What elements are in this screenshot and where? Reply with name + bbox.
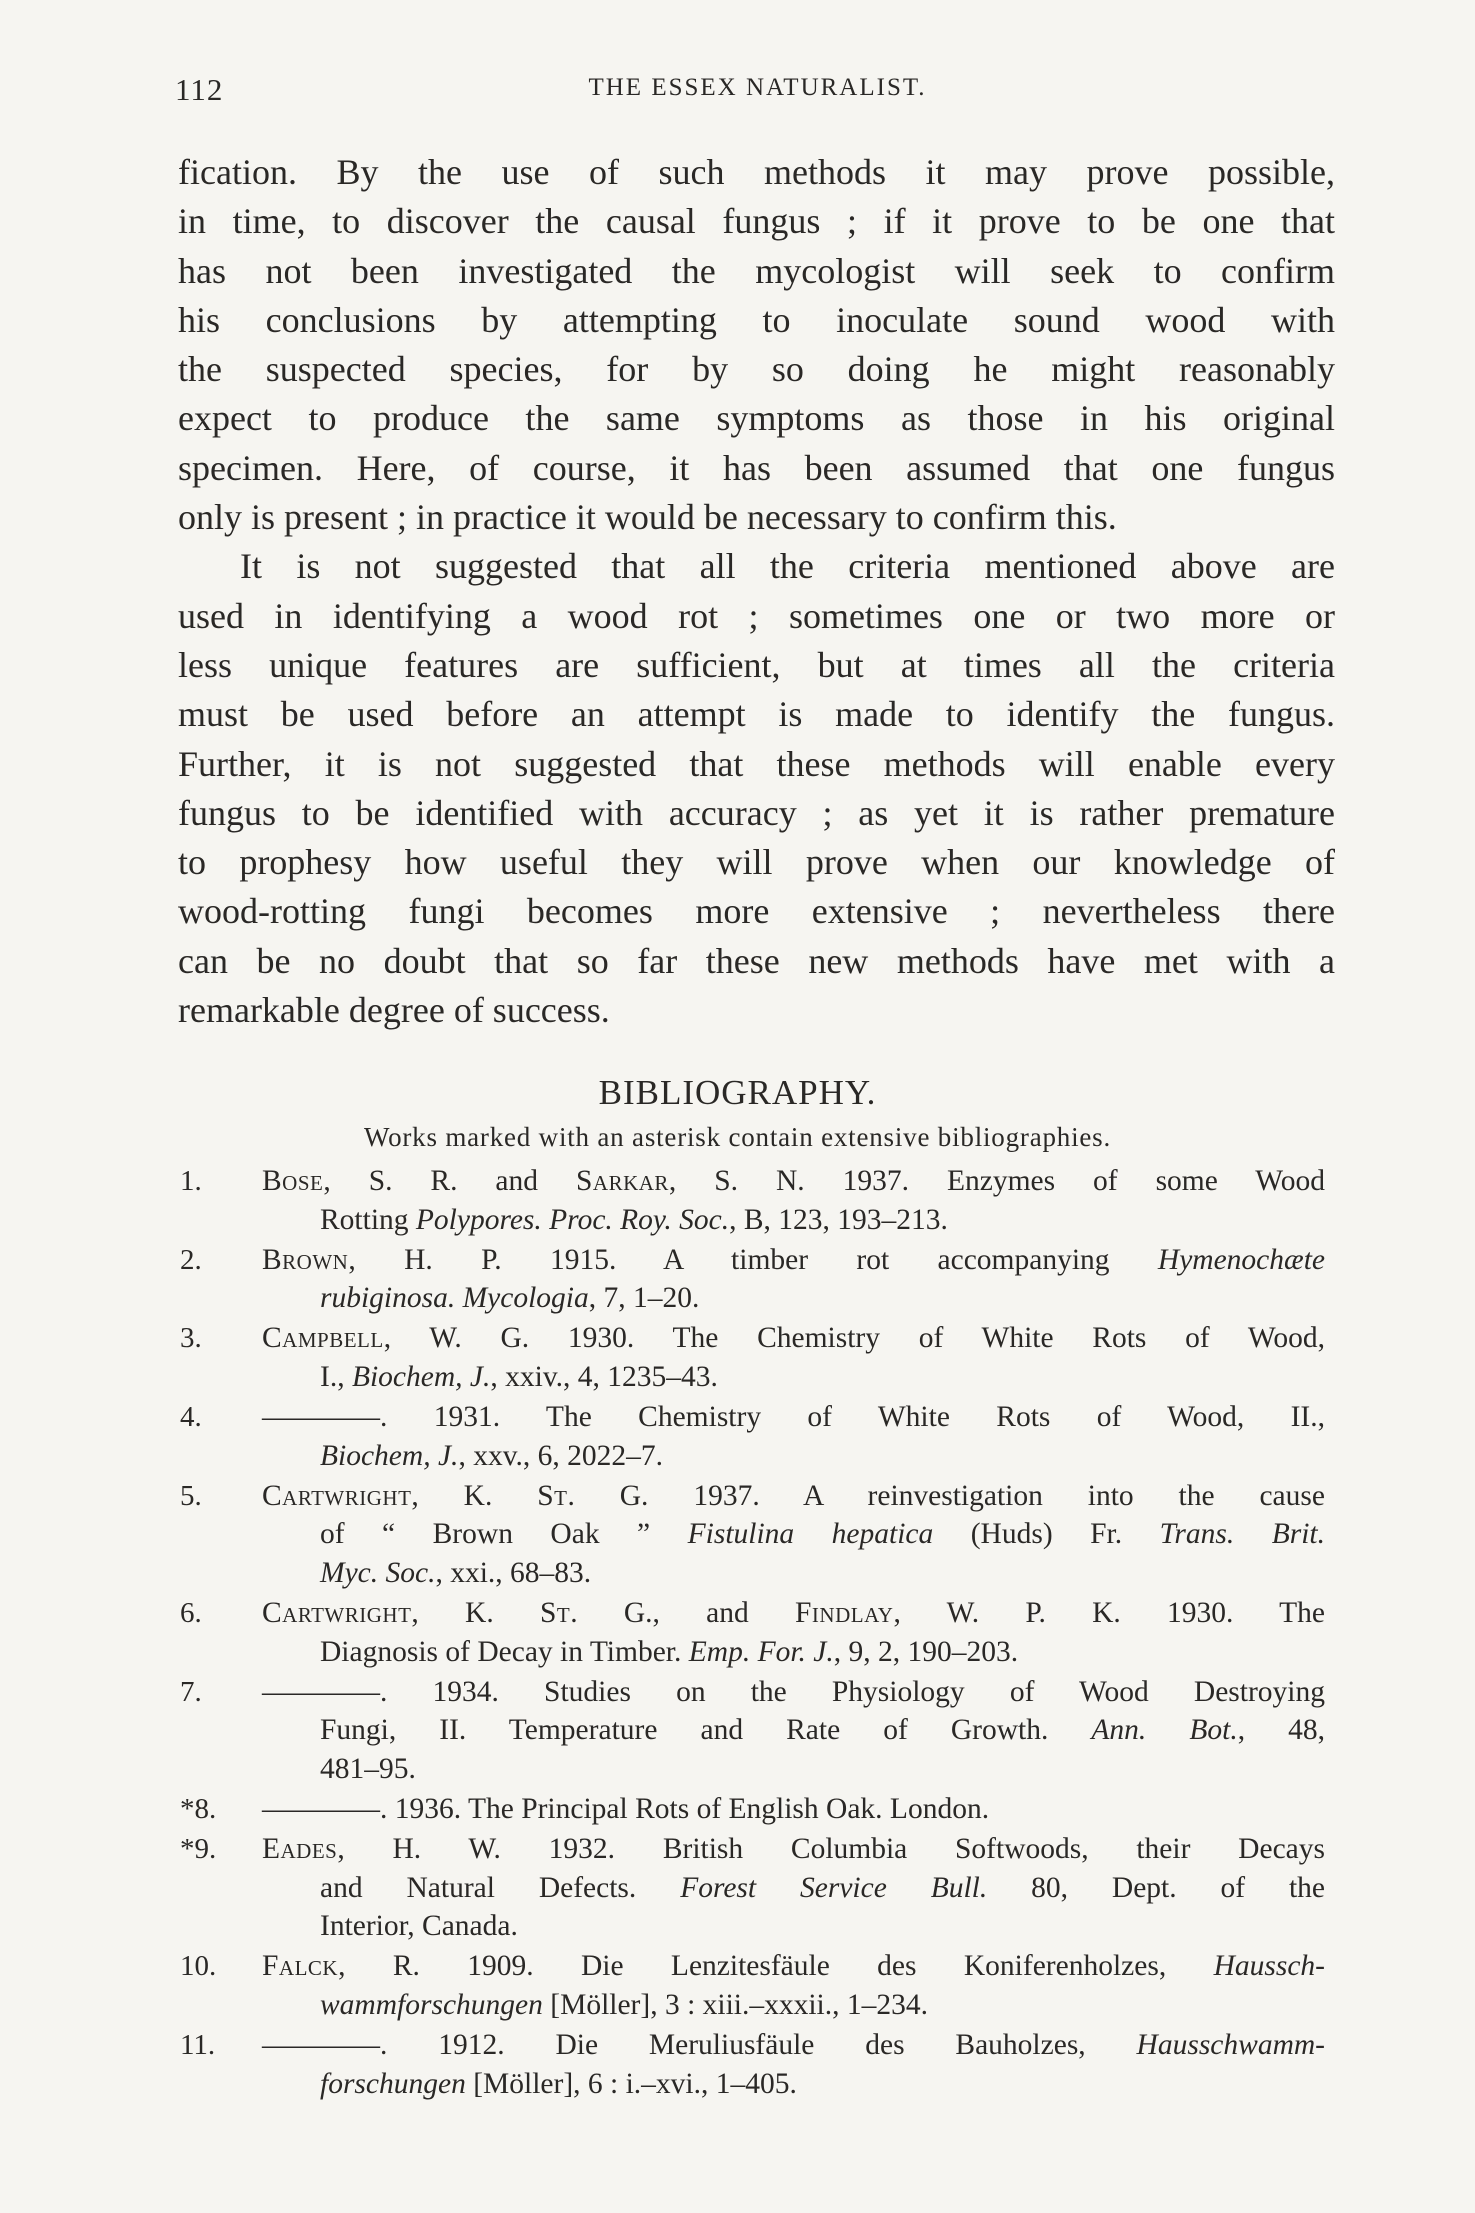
page-number: 112: [175, 72, 224, 107]
entry-line: [262, 1241, 1325, 1280]
entry-line: [262, 1673, 1325, 1712]
entry-text: 481–95.: [320, 1753, 416, 1786]
entry-text: Biochem, J.: [320, 1439, 459, 1472]
entry-line: [262, 1319, 1325, 1358]
body-line: in time, to discover the causal fungus ; if it prove to be one that: [178, 201, 1335, 242]
entry-line: [320, 1515, 1325, 1554]
entry-line: [320, 1633, 1325, 1672]
entry-text: , 7, 1–20.: [588, 1282, 700, 1315]
entry-number: 11.: [180, 2029, 216, 2062]
entry-line: [320, 1554, 1325, 1593]
entry-text: , xxiv., 4, 1235–43.: [490, 1361, 718, 1394]
body-line: only is present ; in practice it would be necessary to confirm this.: [178, 497, 1117, 538]
entry-text: Sarkar: [576, 1165, 669, 1197]
bibliography-entry: [0, 1673, 1325, 1790]
entry-text: ————. 1931. The Chemistry of White Rots of Wood, II.,: [262, 1401, 1325, 1434]
entry-line: [320, 1986, 1325, 2025]
entry-line: [262, 1947, 1325, 1986]
entry-text: Hausschwamm-: [1136, 2029, 1325, 2062]
entry-number: 6.: [180, 1597, 202, 1630]
body-line: specimen. Here, of course, it has been assumed that one fungus: [178, 447, 1335, 488]
entry-text: (Huds) Fr.: [933, 1518, 1160, 1551]
entry-text: Falck: [262, 1950, 339, 1983]
body-line: fungus to be identified with accuracy ; as yet it is rather premature: [178, 792, 1335, 833]
entry-line: [320, 1279, 1325, 1318]
entry-text: Trans. Brit.: [1159, 1518, 1325, 1551]
entry-text: ————. 1936. The Principal Rots of English Oak. London.: [262, 1793, 990, 1826]
entry-number: 3.: [180, 1322, 202, 1355]
bibliography-entry: [0, 1398, 1325, 1477]
entry-text: Brown: [262, 1243, 349, 1276]
entry-line: [320, 1201, 1325, 1240]
entry-text: Fungi, II. Temperature and Rate of Growth.: [320, 1714, 1092, 1747]
bibliography-note: Works marked with an asterisk contain extensive bibliographies.: [363, 1122, 1112, 1152]
body-line: less unique features are sufficient, but at times all the criteria: [178, 644, 1335, 685]
body-line: his conclusions by attempting to inoculate sound wood with: [178, 299, 1335, 340]
entry-number: 1.: [180, 1165, 202, 1197]
running-title: THE ESSEX NATURALIST.: [588, 74, 927, 101]
entry-text: Biochem, J.: [351, 1361, 491, 1394]
entry-text: Rotting: [320, 1203, 416, 1236]
entry-text: Eades: [262, 1833, 338, 1866]
entry-text: Diagnosis of Decay in Timber.: [320, 1635, 689, 1668]
body-line: must be used before an attempt is made to identify the fungus.: [178, 694, 1335, 735]
entry-text: , 9, 2, 190–203.: [833, 1635, 1019, 1668]
entry-line: [320, 1711, 1325, 1750]
entry-number: *9.: [180, 1833, 217, 1866]
entry-text: Myc. Soc.: [320, 1557, 436, 1590]
entry-text: Bose: [262, 1165, 324, 1197]
entry-text: 80, Dept. of the: [987, 1871, 1325, 1904]
body-line: remarkable degree of success.: [178, 990, 610, 1031]
entry-text: , W. P. K. 1930. The: [893, 1597, 1326, 1630]
body-line: the suspected species, for by so doing he might reasonably: [178, 349, 1335, 390]
entry-text: Fistulina hepatica: [687, 1518, 934, 1551]
entry-line: [320, 1437, 1325, 1476]
entry-text: ————. 1934. Studies on the Physiology of Wood Destroying: [262, 1675, 1325, 1708]
entry-text: , H. P. 1915. A timber rot accompanying: [348, 1243, 1158, 1276]
entry-text: ————. 1912. Die Meruliusfäule des Bauholzes,: [262, 2029, 1137, 2062]
entry-text: , xxi., 68–83.: [435, 1557, 592, 1590]
bibliography-entry: [0, 1477, 1325, 1594]
entry-text: Ann. Bot.: [1091, 1714, 1238, 1747]
entry-line: [320, 1869, 1325, 1908]
entry-line: [262, 2026, 1325, 2065]
bibliography-entry: [0, 1594, 1325, 1673]
entry-line: [262, 1594, 1325, 1633]
entry-number: 4.: [180, 1401, 202, 1434]
bibliography-entry: [0, 1947, 1325, 2026]
entry-text: and Natural Defects.: [320, 1871, 681, 1904]
entry-line: [320, 1907, 1325, 1946]
entry-text: Campbell: [262, 1322, 384, 1355]
entry-text: rubiginosa. Mycologia: [320, 1282, 589, 1315]
bibliography-entry: [0, 1830, 1325, 1947]
entry-text: Polypores. Proc. Roy. Soc.: [415, 1203, 730, 1236]
entry-text: , B, 123, 193–213.: [729, 1203, 948, 1236]
entry-text: , W. G. 1930. The Chemistry of White Rots of Wood,: [383, 1322, 1325, 1355]
entry-text: Emp. For. J.: [688, 1635, 834, 1668]
entry-text: , R. 1909. Die Lenzitesfäule des Koniferenholzes,: [338, 1950, 1214, 1983]
entry-text: Cartwright: [262, 1597, 412, 1630]
entry-text: forschungen: [320, 2067, 466, 2100]
body-line: used in identifying a wood rot ; sometimes one or two more or: [178, 595, 1335, 636]
entry-text: St: [537, 1479, 568, 1512]
entry-line: [262, 1162, 1325, 1201]
entry-text: Findlay: [795, 1597, 894, 1630]
entry-text: I.,: [320, 1361, 352, 1394]
bibliography-heading: BIBLIOGRAPHY.: [598, 1073, 877, 1112]
bibliography-list: [0, 1162, 1475, 2105]
entry-text: , S. R. and: [323, 1165, 576, 1197]
entry-line: [262, 1477, 1325, 1516]
entry-number: 7.: [180, 1675, 202, 1708]
entry-text: [Möller], 6 : i.–xvi., 1–405.: [465, 2067, 797, 2100]
entry-text: , S. N. 1937. Enzymes of some Wood: [668, 1165, 1325, 1197]
entry-line: [262, 1398, 1325, 1437]
body-line: Further, it is not suggested that these methods will enable every: [178, 743, 1335, 784]
entry-number: 10.: [180, 1950, 217, 1983]
body-line: to prophesy how useful they will prove when our knowledge of: [178, 842, 1335, 883]
bibliography-entry: [0, 2026, 1325, 2105]
body-line: expect to produce the same symptoms as those in his original: [178, 398, 1335, 439]
bibliography-entry: [0, 1241, 1325, 1320]
entry-text: Forest Service Bull.: [680, 1871, 988, 1904]
body-line: has not been investigated the mycologist will seek to confirm: [178, 250, 1335, 291]
page-header: [175, 72, 1340, 112]
bibliography-entry: [0, 1319, 1325, 1398]
entry-text: of “ Brown Oak ”: [320, 1518, 688, 1551]
entry-text: [Möller], 3 : xiii.–xxxii., 1–234.: [542, 1989, 929, 2022]
body-line: can be no doubt that so far these new methods have met with a: [178, 940, 1335, 981]
entry-text: . G. 1937. A reinvestigation into the cause: [567, 1479, 1325, 1512]
entry-text: , H. W. 1932. British Columbia Softwoods, their Decays: [337, 1833, 1325, 1866]
body-line: wood-rotting fungi becomes more extensive ; nevertheless there: [178, 891, 1335, 932]
entry-text: , K.: [411, 1479, 538, 1512]
entry-number: *8.: [180, 1793, 217, 1826]
entry-line: [320, 1750, 1325, 1789]
body-text: [178, 148, 1335, 1035]
entry-number: 5.: [180, 1479, 202, 1512]
entry-text: , K.: [411, 1597, 540, 1630]
entry-text: , 48,: [1237, 1714, 1325, 1747]
entry-text: , xxv., 6, 2022–7.: [458, 1439, 664, 1472]
entry-number: 2.: [180, 1243, 202, 1276]
entry-line: [262, 1790, 1325, 1829]
bibliography-entry: [0, 1162, 1325, 1241]
entry-text: St: [539, 1597, 571, 1630]
bibliography-entry: [0, 1790, 1325, 1830]
entry-text: Interior, Canada.: [320, 1910, 518, 1943]
entry-line: [262, 1830, 1325, 1869]
entry-line: [320, 2065, 1325, 2104]
entry-text: wammforschungen: [320, 1989, 543, 2022]
entry-text: . G., and: [570, 1597, 796, 1630]
entry-text: Cartwright: [262, 1479, 412, 1512]
body-line: fication. By the use of such methods it may prove possible,: [178, 152, 1335, 192]
body-line: It is not suggested that all the criteria mentioned above are: [240, 546, 1335, 587]
entry-line: [320, 1358, 1325, 1397]
entry-text: Haussch-: [1213, 1950, 1325, 1983]
entry-text: Hymenochæte: [1157, 1243, 1325, 1276]
